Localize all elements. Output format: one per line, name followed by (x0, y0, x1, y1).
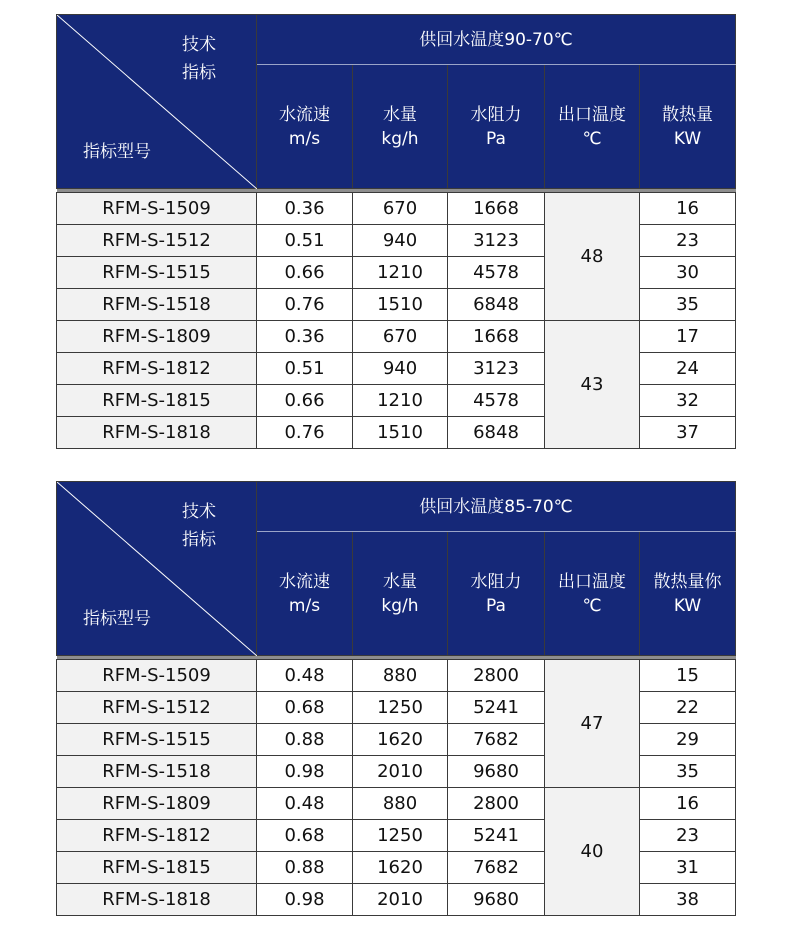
cell-volume: 1250 (353, 692, 448, 724)
cell-model: RFM-S-1512 (57, 692, 257, 724)
cell-model: RFM-S-1518 (57, 756, 257, 788)
column-header-outlet-temp: 出口温度 ℃ (545, 532, 640, 656)
column-header-volume: 水量 kg/h (353, 65, 448, 189)
cell-outlet-temp: 40 (545, 788, 640, 916)
corner-bottom-label: 指标型号 (83, 142, 151, 162)
cell-model: RFM-S-1512 (57, 225, 257, 257)
group-header: 供回水温度85-70℃ (257, 482, 736, 532)
cell-heat: 35 (640, 756, 736, 788)
cell-resistance: 3123 (448, 353, 545, 385)
cell-volume: 1210 (353, 257, 448, 289)
cell-heat: 15 (640, 660, 736, 692)
cell-volume: 940 (353, 225, 448, 257)
cell-heat: 37 (640, 417, 736, 449)
column-header-flow: 水流速 m/s (257, 65, 353, 189)
cell-resistance: 9680 (448, 884, 545, 916)
cell-resistance: 7682 (448, 724, 545, 756)
cell-model: RFM-S-1818 (57, 884, 257, 916)
column-header-resistance: 水阻力 Pa (448, 65, 545, 189)
column-header-flow: 水流速 m/s (257, 532, 353, 656)
corner-header (57, 482, 257, 656)
cell-heat: 31 (640, 852, 736, 884)
cell-heat: 35 (640, 289, 736, 321)
cell-heat: 22 (640, 692, 736, 724)
cell-model: RFM-S-1812 (57, 820, 257, 852)
cell-flow: 0.48 (257, 788, 353, 820)
cell-flow: 0.88 (257, 852, 353, 884)
cell-volume: 1620 (353, 724, 448, 756)
cell-model: RFM-S-1815 (57, 385, 257, 417)
cell-flow: 0.66 (257, 385, 353, 417)
corner-header (57, 15, 257, 189)
cell-volume: 2010 (353, 884, 448, 916)
cell-flow: 0.51 (257, 353, 353, 385)
cell-volume: 670 (353, 321, 448, 353)
cell-resistance: 6848 (448, 289, 545, 321)
cell-flow: 0.36 (257, 193, 353, 225)
cell-flow: 0.88 (257, 724, 353, 756)
cell-resistance: 1668 (448, 193, 545, 225)
column-header-heat: 散热量你 KW (640, 532, 736, 656)
cell-outlet-temp: 47 (545, 660, 640, 788)
cell-heat: 32 (640, 385, 736, 417)
cell-resistance: 1668 (448, 321, 545, 353)
cell-resistance: 4578 (448, 385, 545, 417)
cell-flow: 0.98 (257, 884, 353, 916)
cell-flow: 0.51 (257, 225, 353, 257)
cell-heat: 16 (640, 193, 736, 225)
cell-model: RFM-S-1509 (57, 660, 257, 692)
cell-flow: 0.66 (257, 257, 353, 289)
cell-flow: 0.76 (257, 289, 353, 321)
cell-volume: 670 (353, 193, 448, 225)
cell-volume: 1510 (353, 417, 448, 449)
cell-flow: 0.76 (257, 417, 353, 449)
cell-resistance: 3123 (448, 225, 545, 257)
cell-resistance: 7682 (448, 852, 545, 884)
cell-flow: 0.36 (257, 321, 353, 353)
cell-resistance: 5241 (448, 820, 545, 852)
cell-heat: 23 (640, 225, 736, 257)
cell-volume: 1210 (353, 385, 448, 417)
cell-volume: 2010 (353, 756, 448, 788)
cell-outlet-temp: 43 (545, 321, 640, 449)
cell-model: RFM-S-1518 (57, 289, 257, 321)
corner-top-label: 技术 指标 (182, 35, 216, 83)
cell-heat: 17 (640, 321, 736, 353)
cell-model: RFM-S-1809 (57, 788, 257, 820)
corner-bottom-label: 指标型号 (83, 609, 151, 629)
cell-resistance: 2800 (448, 660, 545, 692)
cell-model: RFM-S-1515 (57, 257, 257, 289)
table-row (57, 660, 736, 692)
cell-heat: 38 (640, 884, 736, 916)
cell-resistance: 9680 (448, 756, 545, 788)
cell-model: RFM-S-1809 (57, 321, 257, 353)
table-row (57, 788, 736, 820)
cell-model: RFM-S-1815 (57, 852, 257, 884)
table-row (57, 321, 736, 353)
cell-heat: 30 (640, 257, 736, 289)
cell-model: RFM-S-1812 (57, 353, 257, 385)
cell-heat: 24 (640, 353, 736, 385)
column-header-heat: 散热量 KW (640, 65, 736, 189)
cell-flow: 0.48 (257, 660, 353, 692)
spec-table-1 (56, 14, 736, 449)
cell-model: RFM-S-1818 (57, 417, 257, 449)
cell-heat: 23 (640, 820, 736, 852)
column-header-volume: 水量 kg/h (353, 532, 448, 656)
cell-volume: 1620 (353, 852, 448, 884)
cell-resistance: 4578 (448, 257, 545, 289)
cell-volume: 1510 (353, 289, 448, 321)
cell-volume: 1250 (353, 820, 448, 852)
cell-heat: 29 (640, 724, 736, 756)
corner-top-label: 技术 指标 (182, 502, 216, 550)
cell-resistance: 6848 (448, 417, 545, 449)
spec-table-2 (56, 481, 736, 916)
cell-flow: 0.98 (257, 756, 353, 788)
cell-resistance: 5241 (448, 692, 545, 724)
cell-volume: 880 (353, 660, 448, 692)
cell-heat: 16 (640, 788, 736, 820)
cell-model: RFM-S-1515 (57, 724, 257, 756)
table-row (57, 193, 736, 225)
group-header: 供回水温度90-70℃ (257, 15, 736, 65)
cell-volume: 940 (353, 353, 448, 385)
cell-volume: 880 (353, 788, 448, 820)
cell-model: RFM-S-1509 (57, 193, 257, 225)
cell-flow: 0.68 (257, 820, 353, 852)
cell-flow: 0.68 (257, 692, 353, 724)
column-header-resistance: 水阻力 Pa (448, 532, 545, 656)
cell-outlet-temp: 48 (545, 193, 640, 321)
cell-resistance: 2800 (448, 788, 545, 820)
column-header-outlet-temp: 出口温度 ℃ (545, 65, 640, 189)
